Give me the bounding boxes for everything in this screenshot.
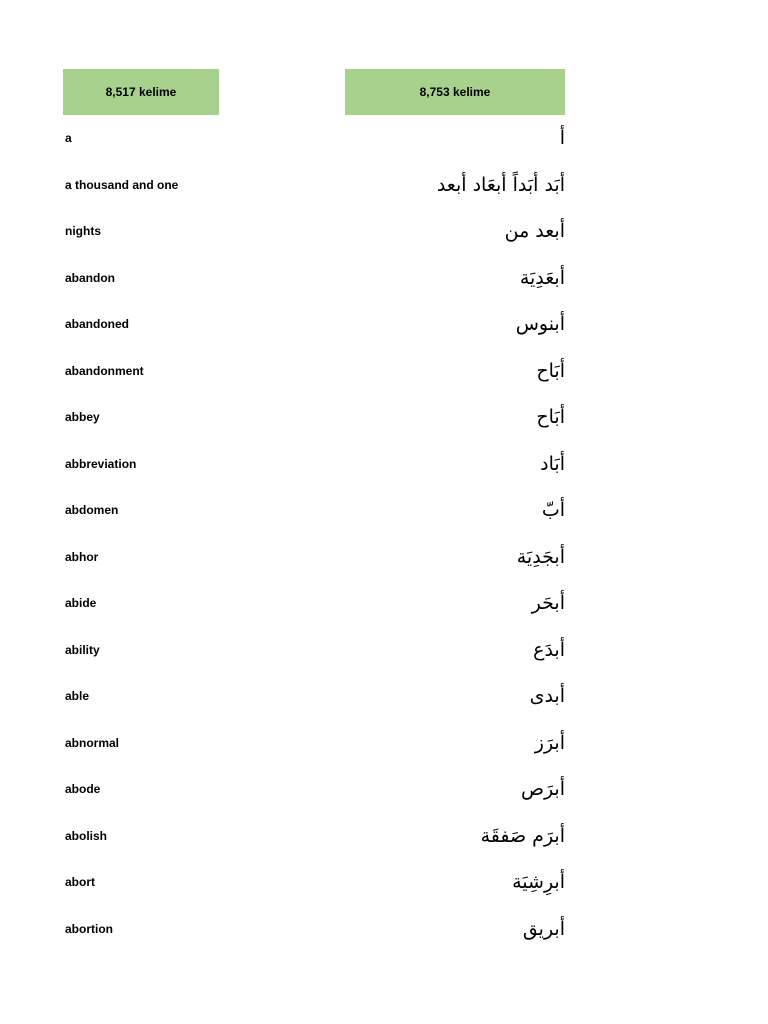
list-item (0, 906, 768, 953)
list-item (0, 441, 768, 488)
arabic-word: أبرَم صَفقَة (480, 824, 565, 847)
list-item (0, 115, 768, 162)
list-item (0, 394, 768, 441)
english-word: abandoned (65, 317, 130, 332)
list-item (0, 348, 768, 395)
english-word: abide (65, 596, 97, 611)
english-word: a thousand and one (65, 177, 179, 192)
english-word: abode (65, 782, 101, 797)
english-word: abbreviation (65, 456, 137, 471)
arabic-word: أبعَدِيَة (519, 266, 565, 289)
list-item (0, 627, 768, 674)
english-word: abandonment (65, 363, 144, 378)
arabic-word: أبعد من (504, 220, 565, 243)
list-item (0, 580, 768, 627)
arabic-word: أبّ (541, 499, 565, 522)
english-word: abolish (65, 828, 108, 843)
english-word: abortion (65, 921, 113, 936)
list-item (0, 766, 768, 813)
list-item (0, 813, 768, 860)
arabic-word: أبجَدِيَة (516, 545, 565, 568)
english-word: nights (65, 224, 101, 239)
english-word: abandon (65, 270, 115, 285)
english-word: abnormal (65, 735, 120, 750)
list-item (0, 255, 768, 302)
list-item (0, 673, 768, 720)
english-word: a (65, 131, 72, 146)
list-item (0, 301, 768, 348)
header-right-word-count: 8,753 kelime (345, 69, 565, 115)
list-item (0, 534, 768, 581)
english-word: abbey (65, 410, 100, 425)
list-item (0, 208, 768, 255)
english-word: ability (65, 642, 100, 657)
arabic-word: أبَاح (536, 406, 565, 429)
list-item (0, 487, 768, 534)
english-word: abhor (65, 549, 99, 564)
english-word: able (65, 689, 90, 704)
arabic-word: أبدَع (533, 638, 565, 661)
arabic-word: أبدى (529, 685, 565, 708)
arabic-word: أبريق (522, 917, 565, 940)
arabic-word: أبَاد (540, 452, 565, 475)
english-word: abdomen (65, 503, 119, 518)
arabic-word: أ (559, 127, 565, 150)
list-item (0, 162, 768, 209)
arabic-word: أبرَص (520, 778, 565, 801)
english-word: abort (65, 875, 95, 890)
arabic-word: أبَد أبَداً أبعَاد أبعد (436, 173, 565, 196)
arabic-word: أبرِشِيَة (512, 871, 565, 894)
arabic-word: أبرَز (534, 731, 565, 754)
arabic-word: أبَاح (536, 359, 565, 382)
header-left-word-count: 8,517 kelime (63, 69, 219, 115)
word-list (0, 115, 768, 952)
list-item (0, 720, 768, 767)
arabic-word: أبنوس (515, 313, 565, 336)
list-item (0, 859, 768, 906)
arabic-word: أبحَر (531, 592, 565, 615)
